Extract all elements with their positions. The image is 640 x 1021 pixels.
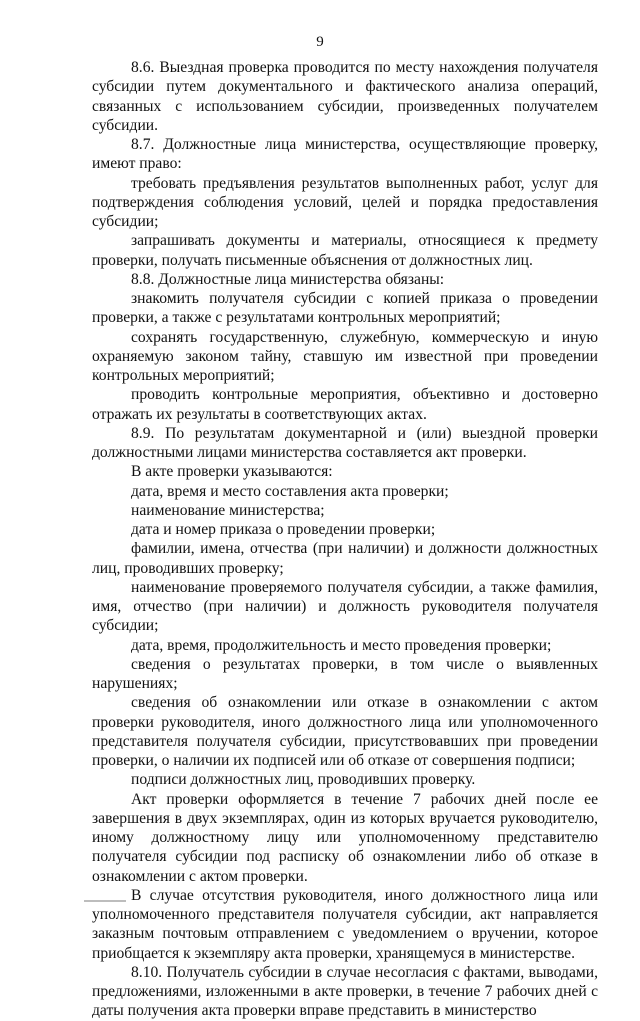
paragraph-8-9: 8.9. По результатам документарной и (или) выездной проверки должностными лицами министерства составляется акт проверки. [92,424,598,461]
document-body [92,58,598,1021]
list-item: сохранять государственную, служебную, коммерческую и иную охраняемую законом тайну, ставшую им известной при проведении контрольных мероприятий; [92,328,598,384]
list-item: фамилии, имена, отчества (при наличии) и должности должностных лиц, проводивших проверку; [92,540,598,577]
paragraph: В случае отсутствия руководителя, иного должностного лица или уполномоченного представителя получателя субсидии, акт направляется заказным почтовым отправлением с уведомлением о вручении, которое приобщается к экземпляру акта проверки, хранящемуся в министерстве. [92,886,598,962]
list-item: дата и номер приказа о проведении проверки; [131,521,436,538]
list-item: дата, время и место составления акта проверки; [131,482,449,500]
list-intro: В акте проверки указываются: [131,463,333,481]
list-item: сведения о результатах проверки, в том числе о выявленных нарушениях; [92,655,598,692]
list-item: наименование министерства; [131,501,325,519]
list-item: дата, время, продолжительность и место проведения проверки; [131,636,552,654]
list-item: наименование проверяемого получателя субсидии, а также фамилия, имя, отчество (при наличии) и должность руководителя получателя субсидии; [92,578,598,635]
list-item: запрашивать документы и материалы, относящиеся к предмету проверки, получать письменные объяснения от должностных лиц. [92,232,598,269]
list-item: требовать предъявления результатов выполненных работ, услуг для подтверждения соблюдения условий, целей и порядка предоставления субсидии; [92,174,598,230]
list-item: сведения об ознакомлении или отказе в ознакомлении с актом проверки руководителя, иного должностного лица или уполномоченного представителя получателя субсидии, присутствовавших при проведении проверки, о наличии их подписей или об отказе от совершения подписи; [92,694,598,769]
list-item: проводить контрольные мероприятия, объективно и достоверно отражать их результаты в соответствующих актах. [92,386,598,423]
page-number: 9 [316,34,324,50]
scan-artifact [84,900,126,902]
paragraph-8-6: 8.6. Выездная проверка проводится по месту нахождения получателя субсидии путем документального и фактического анализа операций, связанных с использованием субсидии, произведенных получателем субсидии. [92,59,598,134]
paragraph-8-8: 8.8. Должностные лица министерства обязаны: [131,270,445,288]
list-item: знакомить получателя субсидии с копией приказа о проведении проверки, а также с результатами контрольных мероприятий; [92,290,598,327]
paragraph-8-10: 8.10. Получатель субсидии в случае несогласия с фактами, выводами, предложениями, изложенными в акте проверки, в течение 7 рабочих дней с даты получения акта проверки вправе представить в министерство [92,963,598,1020]
list-item: подписи должностных лиц, проводивших проверку. [131,771,476,789]
paragraph: Акт проверки оформляется в течение 7 рабочих дней после ее завершения в двух экземплярах, один из которых вручается руководителю, иному должностному лицу или уполномоченному представителю получателя субсидии под расписку об ознакомлении либо об отказе в ознакомлении с актом проверки. [92,790,598,885]
paragraph-8-7: 8.7. Должностные лица министерства, осуществляющие проверку, имеют право: [92,136,598,173]
